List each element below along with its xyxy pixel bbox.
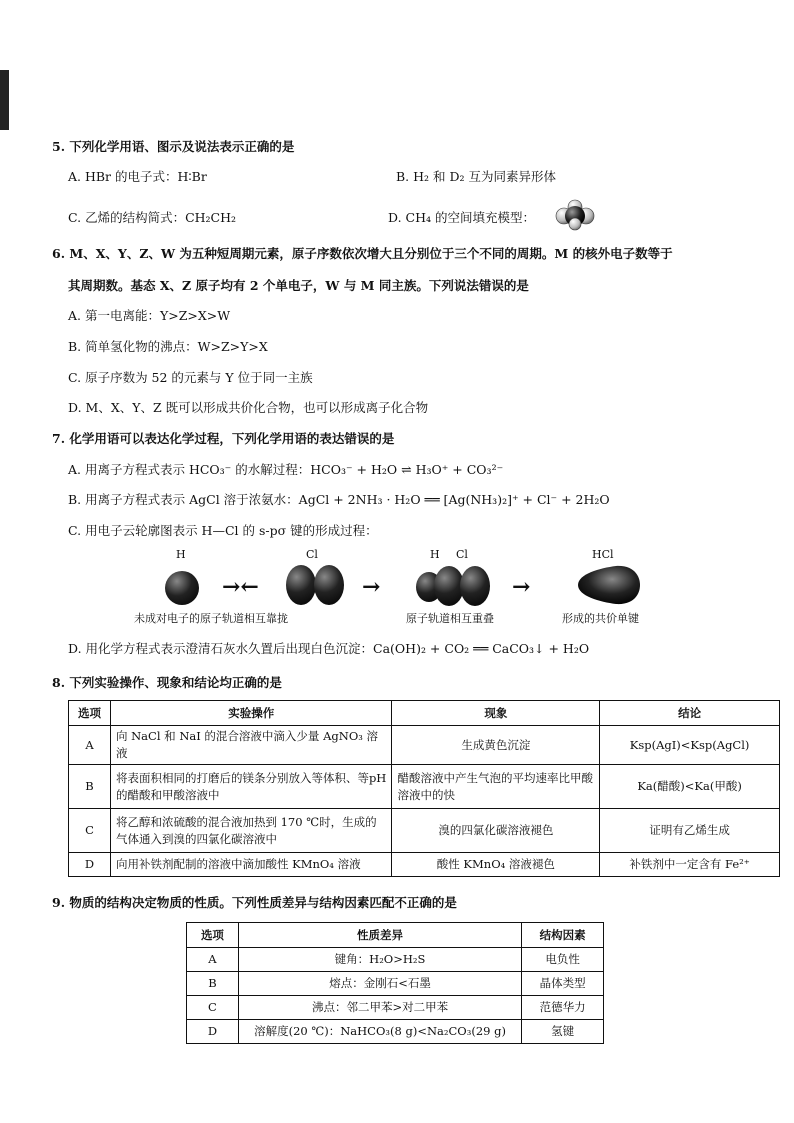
q7-option-b: B. 用离子方程式表示 AgCl 溶于浓氨水：AgCl + 2NH₃ · H₂O ══ [Ag(NH₃)₂]⁺ + Cl⁻ + 2H₂O (68, 492, 610, 507)
table-row (187, 996, 604, 1020)
h-s-orbital (165, 571, 199, 605)
cell-conclusion: 补铁剂中一定含有 Fe²⁺ (600, 853, 780, 877)
header-operation: 实验操作 (110, 701, 392, 726)
cell-option: C (69, 809, 111, 853)
q8-table (68, 700, 780, 877)
cl-atom-label-2: Cl (456, 548, 468, 561)
cl-atom-label: Cl (306, 548, 318, 561)
header-structure: 结构因素 (522, 923, 604, 948)
cell-option: D (187, 1020, 239, 1044)
q6-stem-line2: 其周期数。基态 X、Z 原子均有 2 个单电子，W 与 M 同主族。下列说法错误的是 (68, 278, 529, 293)
header-option: 选项 (187, 923, 239, 948)
cell-operation: 将表面积相同的打磨后的镁条分别放入等体积、等pH 的醋酸和甲酸溶液中 (110, 765, 392, 809)
h-atom-label-2: H (430, 548, 440, 561)
cell-option: B (69, 765, 111, 809)
header-option: 选项 (69, 701, 111, 726)
header-conclusion: 结论 (600, 701, 780, 726)
approach-arrows-icon: →← (222, 574, 259, 600)
ch4-space-filling-model-icon (555, 199, 595, 231)
cell-operation: 向用补铁剂配制的溶液中滴加酸性 KMnO₄ 溶液 (110, 853, 392, 877)
table-row (187, 1020, 604, 1044)
cell-phenomenon: 溴的四氯化碳溶液褪色 (392, 809, 600, 853)
caption-approach: 未成对电子的原子轨道相互靠拢 (134, 612, 288, 625)
hcl-bond-orbital-icon (570, 562, 642, 608)
scan-edge-mark (0, 70, 9, 130)
q7-stem: 7. 化学用语可以表达化学过程，下列化学用语的表达错误的是 (52, 431, 395, 446)
q9-stem: 9. 物质的结构决定物质的性质。下列性质差异与结构因素匹配不正确的是 (52, 895, 457, 910)
hcl-label: HCl (592, 548, 614, 561)
q9-table (186, 922, 604, 1044)
q6-option-d: D. M、X、Y、Z 既可以形成共价化合物，也可以形成离子化合物 (68, 400, 429, 415)
q7-option-a: A. 用离子方程式表示 HCO₃⁻ 的水解过程：HCO₃⁻ + H₂O ⇌ H₃O⁺ + CO₃²⁻ (68, 462, 504, 477)
cell-conclusion: Ksp(AgI)<Ksp(AgCl) (600, 726, 780, 765)
right-arrow-icon-2: → (512, 574, 531, 600)
h-atom-label: H (176, 548, 186, 561)
right-arrow-icon: → (362, 574, 381, 600)
cell-conclusion: Ka(醋酸)<Ka(甲酸) (600, 765, 780, 809)
cell-operation: 向 NaCl 和 NaI 的混合溶液中滴入少量 AgNO₃ 溶液 (110, 726, 392, 765)
table-row (69, 726, 780, 765)
q7-option-d: D. 用化学方程式表示澄清石灰水久置后出现白色沉淀：Ca(OH)₂ + CO₂ ══ CaCO₃↓ + H₂O (68, 641, 590, 656)
cell-option: B (187, 972, 239, 996)
cell-property: 沸点：邻二甲苯>对二甲苯 (238, 996, 521, 1020)
caption-overlap: 原子轨道相互重叠 (406, 612, 494, 625)
cell-option: A (69, 726, 111, 765)
cl-p-orbital-right-lobe (314, 565, 344, 605)
q5-option-d: D. CH₄ 的空间填充模型： (388, 210, 535, 225)
q6-option-a: A. 第一电离能：Y>Z>X>W (68, 308, 231, 323)
cell-phenomenon: 酸性 KMnO₄ 溶液褪色 (392, 853, 600, 877)
cell-property: 溶解度(20 ℃)：NaHCO₃(8 g)<Na₂CO₃(29 g) (238, 1020, 521, 1044)
cell-operation: 将乙醇和浓硫酸的混合液加热到 170 ℃时，生成的气体通入到溴的四氯化碳溶液中 (110, 809, 392, 853)
q6-option-c: C. 原子序数为 52 的元素与 Y 位于同一主族 (68, 370, 313, 385)
cell-option: D (69, 853, 111, 877)
table-header-row (69, 701, 780, 726)
cell-option: A (187, 948, 239, 972)
q7-option-c: C. 用电子云轮廓图表示 H—Cl 的 s-pσ 键的形成过程： (68, 523, 378, 538)
cell-structure: 氢键 (522, 1020, 604, 1044)
q6-option-b: B. 简单氢化物的沸点：W>Z>Y>X (68, 339, 268, 354)
q6-stem-line1: 6. M、X、Y、Z、W 为五种短周期元素，原子序数依次增大且分别位于三个不同的周期。M 的核外电子数等于 (52, 246, 673, 261)
q5-stem: 5. 下列化学用语、图示及说法表示正确的是 (52, 139, 295, 154)
table-row (187, 972, 604, 996)
cl-p-orbital-left-lobe (286, 565, 316, 605)
q8-stem: 8. 下列实验操作、现象和结论均正确的是 (52, 675, 282, 690)
cell-structure: 晶体类型 (522, 972, 604, 996)
cell-phenomenon: 醋酸溶液中产生气泡的平均速率比甲酸溶液中的快 (392, 765, 600, 809)
cell-option: C (187, 996, 239, 1020)
cell-structure: 电负性 (522, 948, 604, 972)
table-row (187, 948, 604, 972)
table-header-row (187, 923, 604, 948)
q5-option-b: B. H₂ 和 D₂ 互为同素异形体 (396, 169, 556, 184)
q5-option-a: A. HBr 的电子式：H∶Br (68, 169, 207, 184)
table-row (69, 765, 780, 809)
cell-conclusion: 证明有乙烯生成 (600, 809, 780, 853)
overlap-cl-lobe-2 (460, 566, 490, 606)
cell-property: 键角：H₂O>H₂S (238, 948, 521, 972)
caption-single-bond: 形成的共价单键 (562, 612, 639, 625)
header-phenomenon: 现象 (392, 701, 600, 726)
table-row (69, 809, 780, 853)
header-property: 性质差异 (238, 923, 521, 948)
table-row (69, 853, 780, 877)
cell-property: 熔点：金刚石<石墨 (238, 972, 521, 996)
q5-option-c: C. 乙烯的结构简式：CH₂CH₂ (68, 210, 237, 225)
cell-structure: 范德华力 (522, 996, 604, 1020)
cell-phenomenon: 生成黄色沉淀 (392, 726, 600, 765)
